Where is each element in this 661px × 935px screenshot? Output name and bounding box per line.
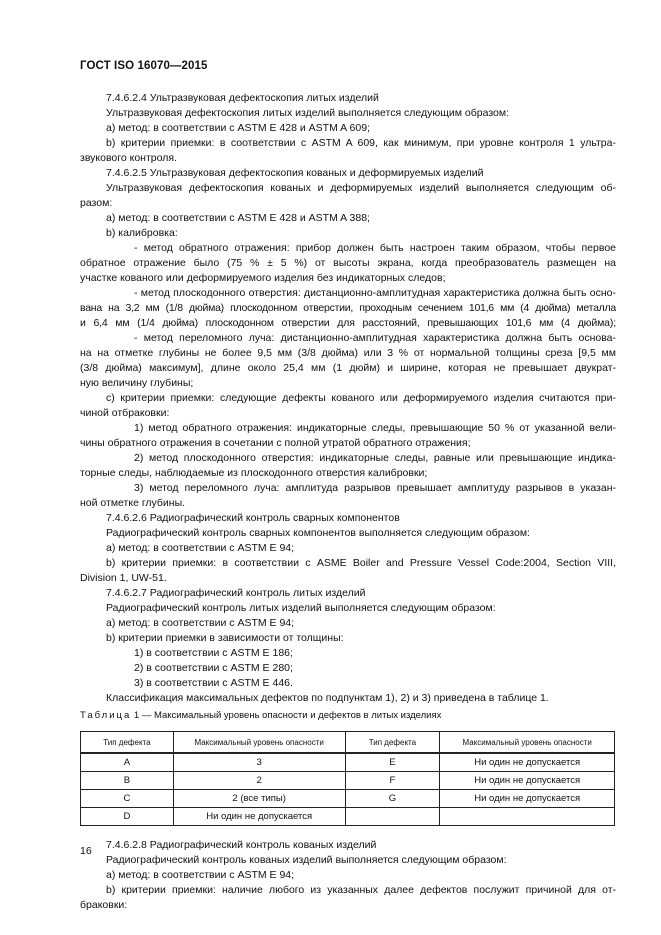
list-item: 2) в соответствии с ASTM E 280; xyxy=(134,662,293,674)
list-item: a) метод: в соответствии с ASTM E 94; xyxy=(106,542,295,554)
list-item: a) метод: в соответствии с ASTM E 428 и ASTM A 609; xyxy=(106,122,370,134)
list-item: 1) метод обратного отражения: индикаторные следы, превышающие 50 % от указанной вели- xyxy=(134,422,616,434)
table-cell: Ни один не допускается xyxy=(440,753,615,772)
table-header-cell: Тип дефекта xyxy=(81,732,174,754)
list-item: b) критерии приемки: в соответствии с ASTM A 609, как минимум, при уровне контроля 1 ультра- xyxy=(106,137,616,149)
paragraph-line: Классификация максимальных дефектов по подпунктам 1), 2) и 3) приведена в таблице 1. xyxy=(106,692,549,704)
list-item: b) калибровка: xyxy=(106,227,178,239)
table-cell: 2 (все типы) xyxy=(173,790,345,808)
table-cell: A xyxy=(81,753,174,772)
paragraph-line: и 6,4 мм (1/4 дюйма) плоскодонном отверстии для расстояний, превышающих 101,6 мм (4 дюйма); xyxy=(80,317,616,329)
section-heading: 7.4.6.2.6 Радиографический контроль сварных компонентов xyxy=(106,512,400,524)
list-item: a) метод: в соответствии с ASTM E 94; xyxy=(106,617,295,629)
list-item: a) метод: в соответствии с ASTM E 428 и ASTM A 388; xyxy=(106,212,370,224)
paragraph-line: браковки: xyxy=(80,899,128,911)
list-item: b) критерии приемки: наличие любого из указанных далее дефектов послужит причиной для от- xyxy=(106,884,616,896)
section-heading: 7.4.6.2.5 Ультразвуковая дефектоскопия кованых и деформируемых изделий xyxy=(106,167,484,179)
paragraph-line: Радиографический контроль кованых изделий выполняется следующим образом: xyxy=(106,854,507,866)
table-cell: 2 xyxy=(173,772,345,790)
paragraph-line: - метод обратного отражения: прибор должен быть настроен таким образом, чтобы первое xyxy=(134,242,616,254)
paragraph-line: Ультразвуковая дефектоскопия кованых и деформируемых изделий выполняется следующим об- xyxy=(106,182,616,194)
page-number: 16 xyxy=(80,845,92,857)
table-cell: G xyxy=(345,790,440,808)
table-cell: 3 xyxy=(173,753,345,772)
list-item: b) критерии приемки: в соответствии с ASME Boiler and Pressure Vessel Code:2004, Section VIII, xyxy=(106,557,616,569)
list-item: 3) метод переломного луча: амплитуда разрывов превышает амплитуду разрывов в указан- xyxy=(134,482,616,494)
table-cell: D xyxy=(81,808,174,826)
table-cell xyxy=(345,808,440,826)
paragraph-line: (3/8 дюйма) максимум], длине около 25,4 мм (1 дюйм) и ширине, которая не превышает двукрат- xyxy=(80,362,616,374)
table-header-row xyxy=(81,732,615,754)
paragraph-line: - метод переломного луча: дистанционно-амплитудная характеристика должна быть основа- xyxy=(134,332,616,344)
table-header-cell: Максимальный уровень опасности xyxy=(440,732,615,754)
table-cell: E xyxy=(345,753,440,772)
table-caption xyxy=(80,708,616,723)
list-item: 3) в соответствии с ASTM E 446. xyxy=(134,677,293,689)
table-cell xyxy=(440,808,615,826)
paragraph-line: Радиографический контроль сварных компонентов выполняется следующим образом: xyxy=(106,527,530,539)
paragraph-line: вана на 3,2 мм (1/8 дюйма) плоскодонном отверстии, проходным сечением 101,6 мм (4 дюйма) металла xyxy=(80,302,616,314)
paragraph-line: торные следы, наблюдаемые из плоскодонного отверстия калибровки; xyxy=(80,467,428,479)
table-header-cell: Максимальный уровень опасности xyxy=(173,732,345,754)
table-row xyxy=(81,790,615,808)
table-cell: C xyxy=(81,790,174,808)
paragraph-line: ную величину глубины; xyxy=(80,377,194,389)
table-header-cell: Тип дефекта xyxy=(345,732,440,754)
list-item: a) метод: в соответствии с ASTM E 94; xyxy=(106,869,295,881)
paragraph-line: обратное отражение было (75 % ± 5 %) от высоты экрана, когда преобразователь размещен на xyxy=(80,257,616,269)
table-row xyxy=(81,808,615,826)
paragraph-line: участке кованого или деформируемого изделия без индикаторных следов; xyxy=(80,272,446,284)
paragraph-line: разом: xyxy=(80,197,113,209)
paragraph-line: Division 1, UW-51. xyxy=(80,572,167,584)
paragraph-line: Радиографический контроль литых изделий выполняется следующим образом: xyxy=(106,602,496,614)
section-heading: 7.4.6.2.8 Радиографический контроль кованых изделий xyxy=(106,839,377,851)
paragraph-line: на на отметке глубины не более 9,5 мм (3/8 дюйма) или 3 % от нормальной толщины среза [9,5 мм xyxy=(80,347,616,359)
paragraph-line: звукового контроля. xyxy=(80,152,177,164)
paragraph-line: чины обратного отражения в сочетании с полной утратой обратного отражения; xyxy=(80,437,471,449)
paragraph-line: - метод плоскодонного отверстия: дистанционно-амплитудная характеристика должна быть осно- xyxy=(134,287,616,299)
section-heading: 7.4.6.2.4 Ультразвуковая дефектоскопия литых изделий xyxy=(106,92,379,104)
list-item: 1) в соответствии с ASTM E 186; xyxy=(134,647,293,659)
document-body xyxy=(80,91,616,913)
paragraph-line: Ультразвуковая дефектоскопия литых изделий выполняется следующим образом: xyxy=(106,107,510,119)
paragraph-line: ной отметке глубины. xyxy=(80,497,186,509)
section-heading: 7.4.6.2.7 Радиографический контроль литых изделий xyxy=(106,587,366,599)
table-row xyxy=(81,753,615,772)
table-caption-prefix: Таблица xyxy=(80,710,132,721)
table-row xyxy=(81,772,615,790)
paragraph-line: чиной отбраковки: xyxy=(80,407,170,419)
list-item: 2) метод плоскодонного отверстия: индикаторные следы, равные или превышающие индика- xyxy=(134,452,616,464)
table-cell: Ни один не допускается xyxy=(440,772,615,790)
document-header: ГОСТ ISO 16070—2015 xyxy=(80,60,208,72)
table-caption-text: 1 — Максимальный уровень опасности и дефектов в литых изделиях xyxy=(133,710,442,721)
defects-table xyxy=(80,731,615,826)
table-cell: B xyxy=(81,772,174,790)
table-cell: F xyxy=(345,772,440,790)
table-cell: Ни один не допускается xyxy=(173,808,345,826)
list-item: c) критерии приемки: следующие дефекты кованого или деформируемого изделия считаются при- xyxy=(106,392,616,404)
list-item: b) критерии приемки в зависимости от толщины: xyxy=(106,632,344,644)
table-cell: Ни один не допускается xyxy=(440,790,615,808)
